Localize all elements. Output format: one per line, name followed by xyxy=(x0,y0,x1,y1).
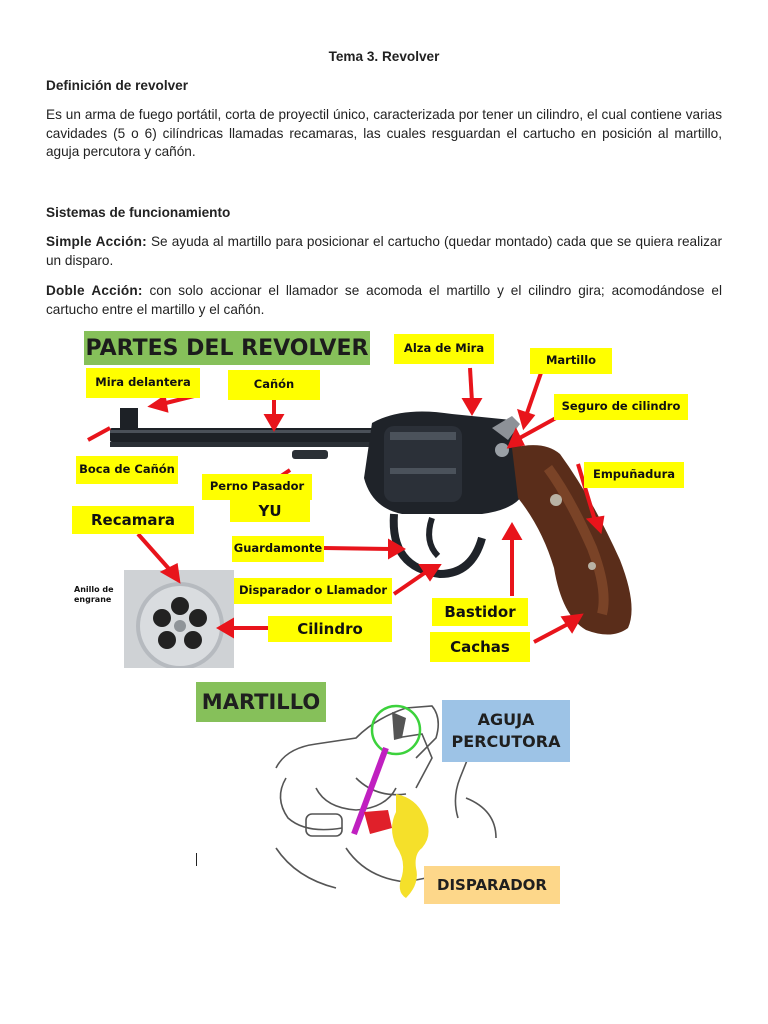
label-anillo-de-engrane: Anillo de engrane xyxy=(74,585,114,604)
double-action-label: Doble Acción: xyxy=(46,283,143,298)
double-action-text: con solo accionar el llamador se acomoda el martillo y el cilindro gira; acomodándose el cartucho entre el martillo y el cañón. xyxy=(46,283,723,317)
simple-action-paragraph xyxy=(46,233,722,270)
label-yu: YU xyxy=(230,500,310,522)
aguja-line-1: AGUJA xyxy=(477,710,535,729)
label-cilindro: Cilindro xyxy=(268,616,392,642)
label-canon: Cañón xyxy=(228,370,320,400)
label-cachas: Cachas xyxy=(430,632,530,662)
martillo-label: MARTILLO xyxy=(196,682,326,722)
label-martillo: Martillo xyxy=(530,348,612,374)
document-title: Tema 3. Revolver xyxy=(328,49,440,64)
hammer-mechanism-figure xyxy=(201,678,572,918)
systems-heading: Sistemas de funcionamiento xyxy=(46,205,231,220)
definition-paragraph: Es un arma de fuego portátil, corta de proyectil único, caracterizada por tener un cilindro, el cual contiene varias cavidades (5 o 6) cilíndricas llamadas recamaras, las cuales resguardan el cartucho en posición al martillo, aguja percutora y cañón. xyxy=(46,107,722,159)
label-boca-de-canon: Boca de Cañón xyxy=(76,456,178,484)
label-alza-de-mira: Alza de Mira xyxy=(394,334,494,364)
label-seguro-de-cilindro: Seguro de cilindro xyxy=(554,394,688,420)
label-guardamonte: Guardamonte xyxy=(232,536,324,562)
simple-action-label: Simple Acción: xyxy=(46,234,147,249)
label-mira-delantera: Mira delantera xyxy=(86,368,200,398)
aguja-percutora-label xyxy=(442,700,570,762)
label-bastidor: Bastidor xyxy=(432,598,528,626)
label-disparador-o-llamador: Disparador o Llamador xyxy=(234,578,392,604)
text-cursor xyxy=(196,853,197,866)
simple-action-text: Se ayuda al martillo para posicionar el cartucho (quedar montado) cada que se quiera realizar un disparo. xyxy=(46,234,722,268)
revolver-parts-figure xyxy=(72,328,696,668)
definition-heading: Definición de revolver xyxy=(46,78,189,93)
double-action-paragraph xyxy=(46,282,722,319)
parts-banner: PARTES DEL REVOLVER xyxy=(84,331,370,365)
label-empunadura: Empuñadura xyxy=(584,462,684,488)
label-recamara: Recamara xyxy=(72,506,194,534)
aguja-line-2: PERCUTORA xyxy=(451,732,561,751)
label-perno-pasador: Perno Pasador xyxy=(202,474,312,500)
disparador-label: DISPARADOR xyxy=(424,866,560,904)
